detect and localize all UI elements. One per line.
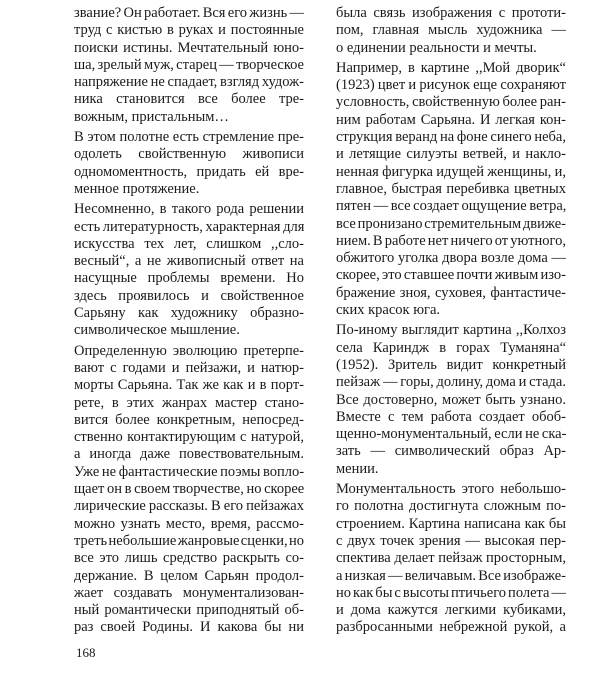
text-line: а низкая — величавым. Все изображе- <box>336 567 566 584</box>
text-line: бражение зноя, суховея, фантастиче- <box>336 284 566 301</box>
text-line: струкция веранд на фоне синего неба, <box>336 129 566 146</box>
text-line: звание? Он работает. Вся его жизнь — <box>74 5 304 21</box>
text-line: мении. <box>336 460 379 477</box>
paragraph <box>74 201 304 339</box>
text-line: Вместе с тем работа создает обоб- <box>336 408 566 425</box>
text-line: Все достоверно, может быть узнано. <box>336 391 566 408</box>
text-column-right <box>336 5 566 640</box>
text-column-left <box>74 5 304 640</box>
text-line: спектива делает пейзаж просторным, <box>336 550 566 567</box>
paragraph <box>336 322 566 478</box>
text-line: лирические рассказы. В его пейзажах <box>74 498 304 515</box>
text-line: с двух точек зрения — высокая пер- <box>336 532 566 549</box>
text-line: менное протяжение. <box>74 180 200 197</box>
text-line: условность, свойственную более ран- <box>336 94 566 111</box>
text-line: ним работам Сарьяна. И легкая кон- <box>336 111 566 128</box>
text-line: о единении реальности и мечты. <box>336 39 537 56</box>
text-line: строением. Картина написана как бы <box>336 515 566 532</box>
text-line: здесь проявилось и свойственное <box>74 287 304 304</box>
text-line: держание. В целом Сарьян продол- <box>74 567 304 584</box>
text-line: но как бы с высоты птичьего полета — <box>336 584 566 601</box>
text-line: треть небольшие жанровые сценки, но <box>74 532 304 549</box>
text-line: напряжение не спадает, взгляд худож- <box>74 74 304 91</box>
text-line: вожным, пристальным… <box>74 108 229 125</box>
text-line: все пронизано стремительным движе- <box>336 215 566 232</box>
text-line: села Кариндж в горах Туманяна“ <box>336 339 566 356</box>
text-line: одолеть свойственную живописи <box>74 146 304 163</box>
text-line: искусства тех лет, слишком ,,сло- <box>74 235 304 252</box>
text-line: вают с годами и пейзажи, и натюр- <box>74 359 304 376</box>
text-line: ских красок юга. <box>336 302 441 319</box>
text-line: обжитого уголка двора возле дома — <box>336 250 566 267</box>
text-line: насущные проблемы времени. Но <box>74 270 304 287</box>
text-line: и летящие силуэты ветвей, и накло- <box>336 146 566 163</box>
text-line: вится более конкретным, непосред- <box>74 411 304 428</box>
paragraph <box>336 481 566 637</box>
text-line: жает создавать монументализован- <box>74 584 304 601</box>
text-line: разбросанными небрежной рукой, а <box>336 619 566 636</box>
text-line: главное, быстрая перебивка цветных <box>336 180 566 197</box>
text-line: скорее, это ставшее почти живым изо- <box>336 267 566 284</box>
text-line: ника становится все более тре- <box>74 91 304 108</box>
text-line: была связь изображения с прототи- <box>336 5 566 21</box>
text-line: можно узнать место, время, рассмо- <box>74 515 304 532</box>
text-line: все это лишь средство раскрыть со- <box>74 550 304 567</box>
text-line: го полотна достигнута сложным по- <box>336 498 566 515</box>
paragraph <box>336 60 566 319</box>
text-line: В этом полотне есть стремление пре- <box>74 129 304 146</box>
text-line: раз своей Родины. И какова бы ни <box>74 619 304 636</box>
text-line: нием. В работе нет ничего от уютного, <box>336 232 566 249</box>
text-line: Монументальность этого небольшо- <box>336 481 566 498</box>
text-line: и дома кажутся легкими кубиками, <box>336 602 566 619</box>
text-line: есть литературность, характерная для <box>74 218 304 235</box>
text-line: зать — символический образ Ар- <box>336 443 566 460</box>
paragraph <box>74 129 304 198</box>
text-line: морты Сарьяна. Так же как и в порт- <box>74 377 304 394</box>
text-line: пятен — все создает ощущение ветра, <box>336 198 566 215</box>
text-line: одномоментность, придать ей вре- <box>74 163 304 180</box>
text-line: ный романтически приподнятый об- <box>74 602 304 619</box>
text-line: ственно контактирующим с натурой, <box>74 429 304 446</box>
text-line: рете, в этих жанрах мастер стано- <box>74 394 304 411</box>
text-line: весный“, а не живописный ответ на <box>74 253 304 270</box>
text-line: Определенную эволюцию претерпе- <box>74 342 304 359</box>
text-line: труд с кистью в руках и постоянные <box>74 22 304 39</box>
text-line: пом, главная мысль художника — <box>336 22 566 39</box>
text-line: Сарьяну как художнику образно- <box>74 305 304 322</box>
paragraph <box>74 343 304 637</box>
text-line: ша, зрелый муж, старец — творческое <box>74 56 304 73</box>
text-line: пейзаж — горы, долину, дома и стада. <box>336 374 566 391</box>
text-line: Несомненно, в такого рода решении <box>74 201 304 218</box>
text-line: По-иному выглядит картина ,,Колхоз <box>336 322 566 339</box>
text-line: а иногда даже повествовательным. <box>74 446 304 463</box>
text-line: (1923) цвет и рисунок еще сохраняют <box>336 77 566 94</box>
text-line: щенно-монументальный, если не ска- <box>336 426 566 443</box>
paragraph <box>336 5 566 57</box>
page-number: 168 <box>76 645 96 660</box>
text-line: символическое мышление. <box>74 322 240 339</box>
text-line: Например, в картине ,,Мой дворик“ <box>336 59 566 76</box>
text-line: (1952). Зритель видит конкретный <box>336 356 566 373</box>
paragraph <box>74 5 304 126</box>
text-line: ненная фигурка идущей женщины, и, <box>336 163 566 180</box>
text-line: Уже не фантастические поэмы вопло- <box>74 463 304 480</box>
text-line: поиски истины. Мечтательный юно- <box>74 39 304 56</box>
text-line: щает он в своем творчестве, но скорее <box>74 481 304 498</box>
